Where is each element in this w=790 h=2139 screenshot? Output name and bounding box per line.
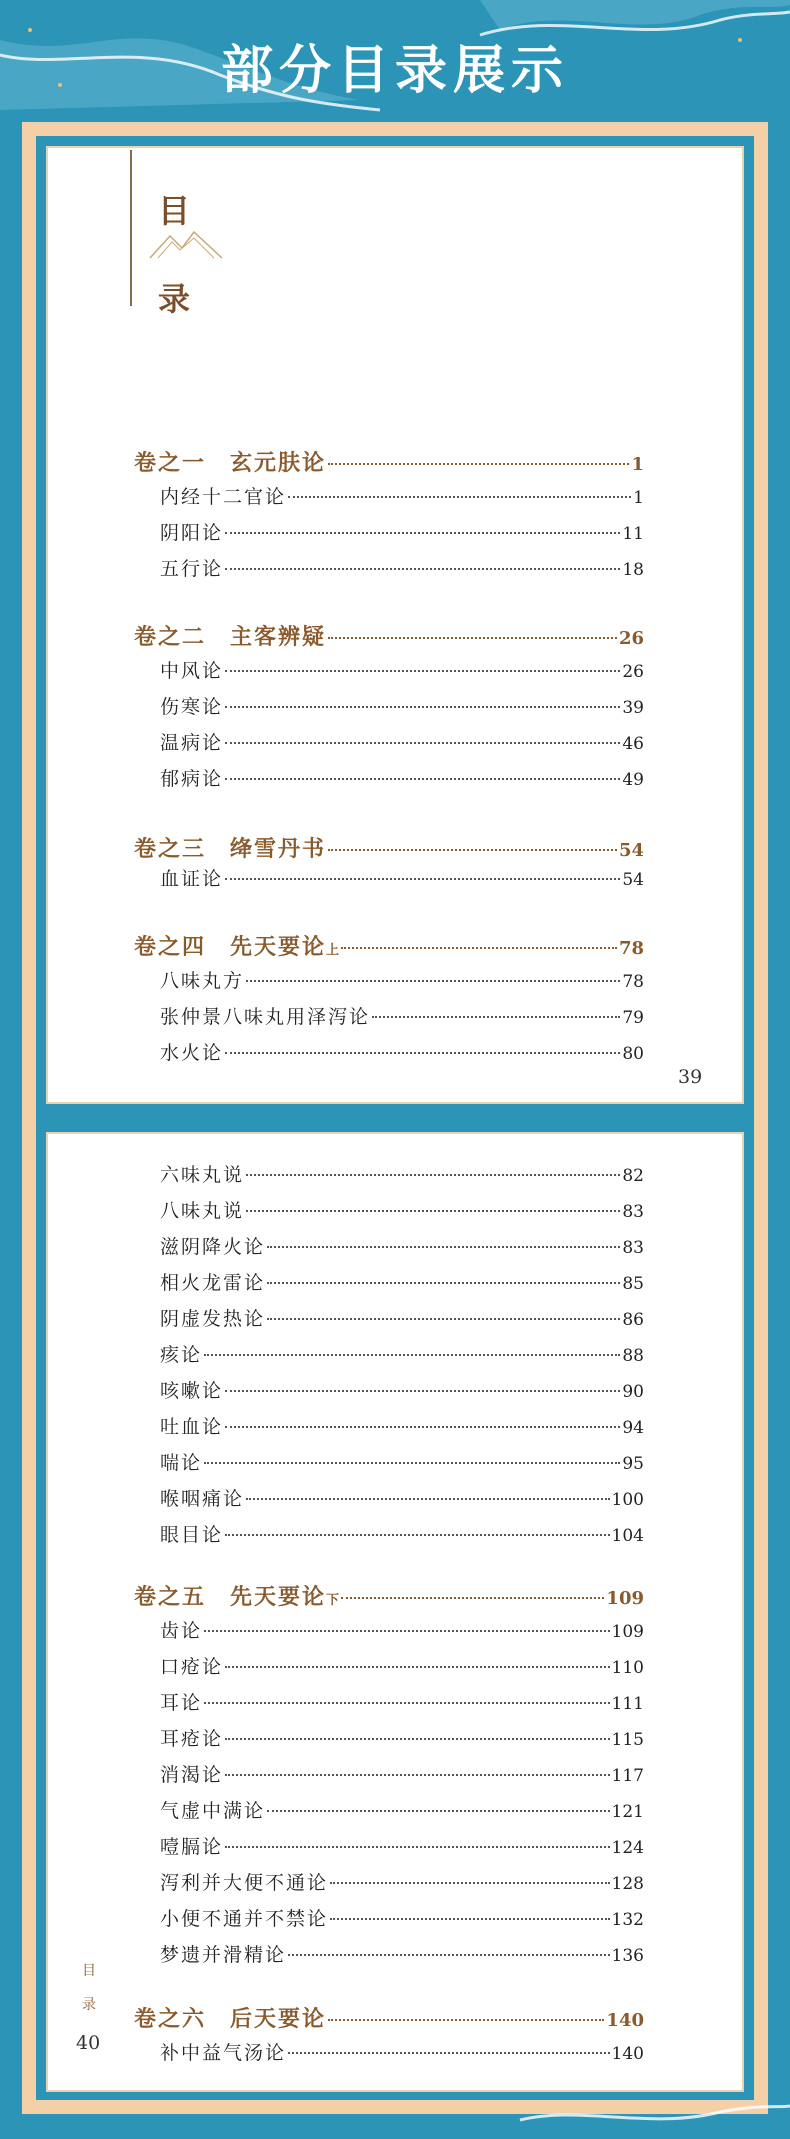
dot-leader [225, 1774, 610, 1776]
dot-leader [328, 849, 617, 851]
toc-entry [160, 864, 644, 891]
dot-leader [225, 1666, 610, 1668]
dot-leader [288, 1954, 610, 1956]
toc-entry-page: 54 [618, 840, 644, 861]
toc-entry [160, 1724, 644, 1751]
dot-leader [225, 568, 620, 570]
toc-entry-label: 喉咽痛论 [160, 1488, 245, 1510]
toc-entry [160, 518, 644, 545]
dot-leader [330, 1882, 610, 1884]
dot-leader [225, 532, 620, 534]
toc-entry [160, 1520, 644, 1547]
toc-entry-page: 124 [611, 1838, 644, 1858]
toc-entry-label: 水火论 [160, 1042, 224, 1064]
toc-entry-page: 39 [622, 698, 644, 718]
toc-entry-label: 卷之六 后天要论 [134, 2006, 327, 2032]
toc-entry-page: 128 [611, 1874, 644, 1894]
toc-entry-page: 132 [611, 1910, 644, 1930]
volume-heading [134, 930, 644, 961]
toc-entry-page: 85 [622, 1274, 644, 1294]
toc-entry [160, 482, 644, 509]
toc-entry-label: 卷之一 玄元肤论 [134, 450, 327, 476]
toc-entry-page: 90 [622, 1382, 644, 1402]
toc-entry [160, 728, 644, 755]
toc-entry-page: 26 [618, 628, 644, 649]
toc-entry-label: 咳嗽论 [160, 1380, 224, 1402]
dot-leader [225, 1534, 610, 1536]
dot-leader [225, 1846, 610, 1848]
toc-entry-label: 中风论 [160, 660, 224, 682]
toc-entry-label: 阴阳论 [160, 522, 224, 544]
heading-char-1: 目 [158, 192, 191, 230]
dot-leader [328, 2019, 604, 2021]
toc-entry [160, 1340, 644, 1367]
toc-entry-page: 83 [622, 1238, 644, 1258]
toc-entry-page: 11 [622, 524, 644, 544]
toc-entry-page: 110 [611, 1658, 644, 1678]
toc-entry-label: 喘论 [160, 1452, 203, 1474]
toc-entry-page: 109 [611, 1622, 644, 1642]
dot-leader [246, 1498, 610, 1500]
dot-leader [225, 742, 620, 744]
volume-heading [134, 446, 644, 477]
toc-entry-page: 117 [611, 1766, 644, 1786]
toc-entry [160, 1688, 644, 1715]
toc-entry-label: 齿论 [160, 1620, 203, 1642]
toc-entry-label: 相火龙雷论 [160, 1272, 266, 1294]
side-label-char-2: 录 [82, 1997, 96, 2013]
toc-entry-label: 卷之四 先天要论 [134, 934, 327, 960]
dot-leader [288, 2052, 610, 2054]
toc-entry [160, 1760, 644, 1787]
toc-entry-page: 109 [606, 1588, 644, 1609]
toc-entry [160, 1940, 644, 1967]
toc-entry-page: 94 [622, 1418, 644, 1438]
toc-entry-page: 100 [611, 1490, 644, 1510]
dot-leader [225, 670, 620, 672]
toc-entry-page: 46 [622, 734, 644, 754]
dot-leader [204, 1702, 610, 1704]
dot-leader [267, 1318, 620, 1320]
toc-entry-label: 郁病论 [160, 768, 224, 790]
dot-leader [267, 1810, 610, 1812]
toc-entry-label: 内经十二官论 [160, 486, 287, 508]
dot-leader [246, 980, 620, 982]
toc-entry-label: 伤寒论 [160, 696, 224, 718]
toc-entry-page: 140 [606, 2010, 644, 2031]
toc-entry [160, 1796, 644, 1823]
toc-entry [160, 1832, 644, 1859]
dot-leader [204, 1630, 610, 1632]
toc-entry-label: 口疮论 [160, 1656, 224, 1678]
toc-entry-label: 梦遗并滑精论 [160, 1944, 287, 1966]
toc-entry-page: 83 [622, 1202, 644, 1222]
toc-entry-label: 滋阴降火论 [160, 1236, 266, 1258]
toc-entry-label: 卷之二 主客辨疑 [134, 624, 327, 650]
dot-leader [341, 1597, 604, 1599]
dot-leader [246, 1210, 620, 1212]
toc-entry-label: 六味丸说 [160, 1164, 245, 1186]
toc-entry-page: 79 [622, 1008, 644, 1028]
toc-entry-page: 95 [622, 1454, 644, 1474]
toc-entry-label: 泻利并大便不通论 [160, 1872, 329, 1894]
toc-entry-label: 小便不通并不禁论 [160, 1908, 329, 1930]
toc-entry [160, 1160, 644, 1187]
toc-entry-label: 阴虚发热论 [160, 1308, 266, 1330]
toc-entry-page: 1 [633, 488, 644, 508]
dot-leader [341, 947, 617, 949]
dot-leader [330, 1918, 610, 1920]
toc-entry-page: 136 [611, 1946, 644, 1966]
volume-heading [134, 620, 644, 651]
dot-leader [204, 1354, 620, 1356]
dot-leader [225, 1052, 620, 1054]
wave-decoration-icon [0, 2100, 790, 2139]
toc-entry [160, 1268, 644, 1295]
toc-entry-page: 88 [622, 1346, 644, 1366]
toc-entry [160, 1868, 644, 1895]
toc-entry-label: 卷之五 先天要论 [134, 1584, 327, 1610]
volume-heading [134, 2002, 644, 2033]
toc-entry-label: 眼目论 [160, 1524, 224, 1546]
toc-entry-label: 五行论 [160, 558, 224, 580]
dot-leader [328, 637, 617, 639]
toc-entry-label: 吐血论 [160, 1416, 224, 1438]
toc-entry-label: 噎膈论 [160, 1836, 224, 1858]
page-number: 40 [76, 2032, 101, 2054]
banner-title: 部分目录展示 [220, 41, 569, 101]
dot-leader [225, 706, 620, 708]
toc-entry-label: 耳论 [160, 1692, 203, 1714]
toc-entry-label: 八味丸方 [160, 970, 245, 992]
toc-entry [160, 764, 644, 791]
toc-entry-page: 111 [611, 1694, 644, 1714]
toc-entry-page: 115 [611, 1730, 644, 1750]
dot-leader [372, 1016, 620, 1018]
side-label-char-1: 目 [82, 1963, 96, 1979]
toc-entry [160, 1448, 644, 1475]
toc-entry-page: 140 [611, 2044, 644, 2064]
volume-heading [134, 1580, 644, 1611]
toc-entry [160, 1304, 644, 1331]
dot-leader [225, 1738, 610, 1740]
toc-entry-label: 消渴论 [160, 1764, 224, 1786]
toc-entry-subscript: 下 [326, 1593, 340, 1608]
dot-leader [204, 1462, 620, 1464]
dot-leader [225, 1390, 620, 1392]
toc-entry [160, 2038, 644, 2065]
banner [0, 0, 790, 120]
toc-entry [160, 1652, 644, 1679]
toc-entry-label: 张仲景八味丸用泽泻论 [160, 1006, 371, 1028]
toc-entry [160, 1232, 644, 1259]
dot-leader [267, 1246, 620, 1248]
toc-entry-page: 86 [622, 1310, 644, 1330]
toc-entry [160, 692, 644, 719]
toc-entry-label: 耳疮论 [160, 1728, 224, 1750]
toc-entry [160, 1412, 644, 1439]
toc-entry-label: 气虚中满论 [160, 1800, 266, 1822]
toc-entry-subscript: 上 [326, 943, 340, 958]
toc-entry-page: 26 [622, 662, 644, 682]
dot-leader [288, 496, 631, 498]
toc-entry [160, 1376, 644, 1403]
toc-entry-page: 78 [618, 938, 644, 959]
mountain-icon [148, 228, 224, 262]
dot-leader [328, 463, 629, 465]
toc-entry-label: 补中益气汤论 [160, 2042, 287, 2064]
heading-char-2: 录 [158, 280, 191, 318]
toc-entry [160, 1484, 644, 1511]
toc-entry-page: 78 [622, 972, 644, 992]
dot-leader [225, 1426, 620, 1428]
toc-entry-label: 痎论 [160, 1344, 203, 1366]
dot-leader [246, 1174, 620, 1176]
toc-entry [160, 554, 644, 581]
toc-entry [160, 1196, 644, 1223]
toc-entry-label: 八味丸说 [160, 1200, 245, 1222]
toc-entry [160, 1038, 644, 1065]
toc-entry-page: 54 [622, 870, 644, 890]
dot-leader [267, 1282, 620, 1284]
toc-entry-page: 82 [622, 1166, 644, 1186]
toc-entry-label: 血证论 [160, 868, 224, 890]
toc-entry [160, 1616, 644, 1643]
toc-entry-page: 1 [631, 454, 644, 475]
dot-leader [225, 878, 620, 880]
heading-rule [130, 150, 132, 306]
volume-heading [134, 832, 644, 863]
toc-entry-label: 温病论 [160, 732, 224, 754]
toc-entry-page: 49 [622, 770, 644, 790]
toc-entry [160, 1904, 644, 1931]
toc-entry [160, 656, 644, 683]
toc-entry [160, 1002, 644, 1029]
dot-leader [225, 778, 620, 780]
toc-entry-label: 卷之三 绛雪丹书 [134, 836, 327, 862]
toc-entry-page: 80 [622, 1044, 644, 1064]
toc-entry-page: 121 [611, 1802, 644, 1822]
toc-entry [160, 966, 644, 993]
page-number: 39 [678, 1066, 703, 1088]
toc-entry-page: 18 [622, 560, 644, 580]
toc-entry-page: 104 [611, 1526, 644, 1546]
